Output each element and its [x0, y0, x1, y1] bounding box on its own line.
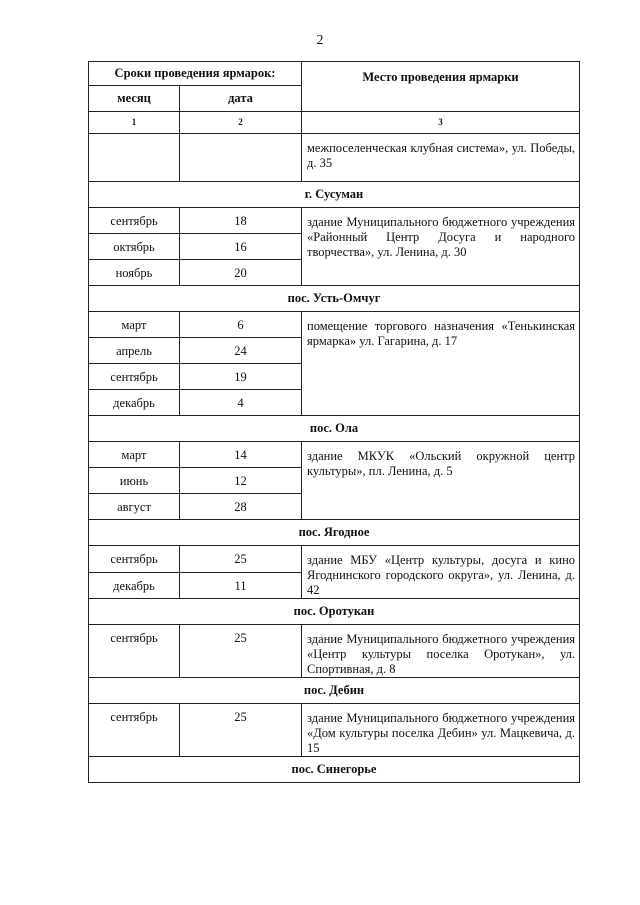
section-title: пос. Синегорье [89, 757, 580, 783]
date-cell: 28 [180, 494, 302, 520]
column-number-2: 2 [180, 112, 302, 134]
section-title: пос. Оротукан [89, 599, 580, 625]
date-cell: 4 [180, 390, 302, 416]
month-cell: сентябрь [89, 208, 180, 234]
header-month: месяц [89, 86, 180, 112]
section-title: г. Сусуман [89, 182, 580, 208]
table-row [89, 442, 580, 468]
place-cell: здание Муниципального бюджетного учреждения «Районный Центр Досуга и народного творчества», ул. Ленина, д. 30 [302, 208, 580, 286]
place-cell: здание МБУ «Центр культуры, досуга и кино Ягоднинского городского округа», ул. Ленина, д. 42 [302, 546, 580, 599]
month-cell: сентябрь [89, 625, 180, 678]
page-number: 2 [316, 33, 324, 48]
section-header [89, 757, 580, 783]
section-header [89, 599, 580, 625]
section-title: пос. Усть-Омчуг [89, 286, 580, 312]
date-cell: 12 [180, 468, 302, 494]
month-cell: март [89, 312, 180, 338]
section-title: пос. Ола [89, 416, 580, 442]
date-cell: 25 [180, 625, 302, 678]
continuation-date [180, 134, 302, 182]
section-title: пос. Дебин [89, 678, 580, 704]
header-date: дата [180, 86, 302, 112]
table-row [89, 546, 580, 573]
month-cell: август [89, 494, 180, 520]
column-number-3: 3 [302, 112, 580, 134]
month-cell: ноябрь [89, 260, 180, 286]
continuation-month [89, 134, 180, 182]
month-cell: декабрь [89, 572, 180, 599]
month-cell: октябрь [89, 234, 180, 260]
month-cell: июнь [89, 468, 180, 494]
table-row [89, 208, 580, 234]
date-cell: 6 [180, 312, 302, 338]
section-header [89, 286, 580, 312]
date-cell: 11 [180, 572, 302, 599]
date-cell: 19 [180, 364, 302, 390]
continuation-row [89, 134, 580, 182]
date-cell: 25 [180, 546, 302, 573]
place-cell: здание МКУК «Ольский окружной центр культуры», пл. Ленина, д. 5 [302, 442, 580, 520]
column-number-row [89, 112, 580, 134]
month-cell: сентябрь [89, 704, 180, 757]
month-cell: март [89, 442, 180, 468]
date-cell: 18 [180, 208, 302, 234]
fair-schedule-table [88, 61, 580, 783]
section-header [89, 182, 580, 208]
place-cell: помещение торгового назначения «Тенькинская ярмарка» ул. Гагарина, д. 17 [302, 312, 580, 416]
table-row [89, 312, 580, 338]
date-cell: 14 [180, 442, 302, 468]
section-header [89, 416, 580, 442]
date-cell: 16 [180, 234, 302, 260]
section-header [89, 678, 580, 704]
table-body [89, 62, 580, 783]
header-row [89, 62, 580, 86]
month-cell: сентябрь [89, 364, 180, 390]
month-cell: апрель [89, 338, 180, 364]
month-cell: сентябрь [89, 546, 180, 573]
section-title: пос. Ягодное [89, 520, 580, 546]
date-cell: 25 [180, 704, 302, 757]
place-cell: здание Муниципального бюджетного учреждения «Центр культуры поселка Оротукан», ул. Спортивная, д. 8 [302, 625, 580, 678]
date-cell: 24 [180, 338, 302, 364]
table-row [89, 704, 580, 757]
column-number-1: 1 [89, 112, 180, 134]
section-header [89, 520, 580, 546]
continuation-place: межпоселенческая клубная система», ул. Победы, д. 35 [302, 134, 580, 182]
place-cell: здание Муниципального бюджетного учреждения «Дом культуры поселка Дебин» ул. Мацкевича, д. 15 [302, 704, 580, 757]
month-cell: декабрь [89, 390, 180, 416]
date-cell: 20 [180, 260, 302, 286]
header-place: Место проведения ярмарки [302, 62, 580, 112]
header-period: Сроки проведения ярмарок: [89, 62, 302, 86]
table-row [89, 625, 580, 678]
